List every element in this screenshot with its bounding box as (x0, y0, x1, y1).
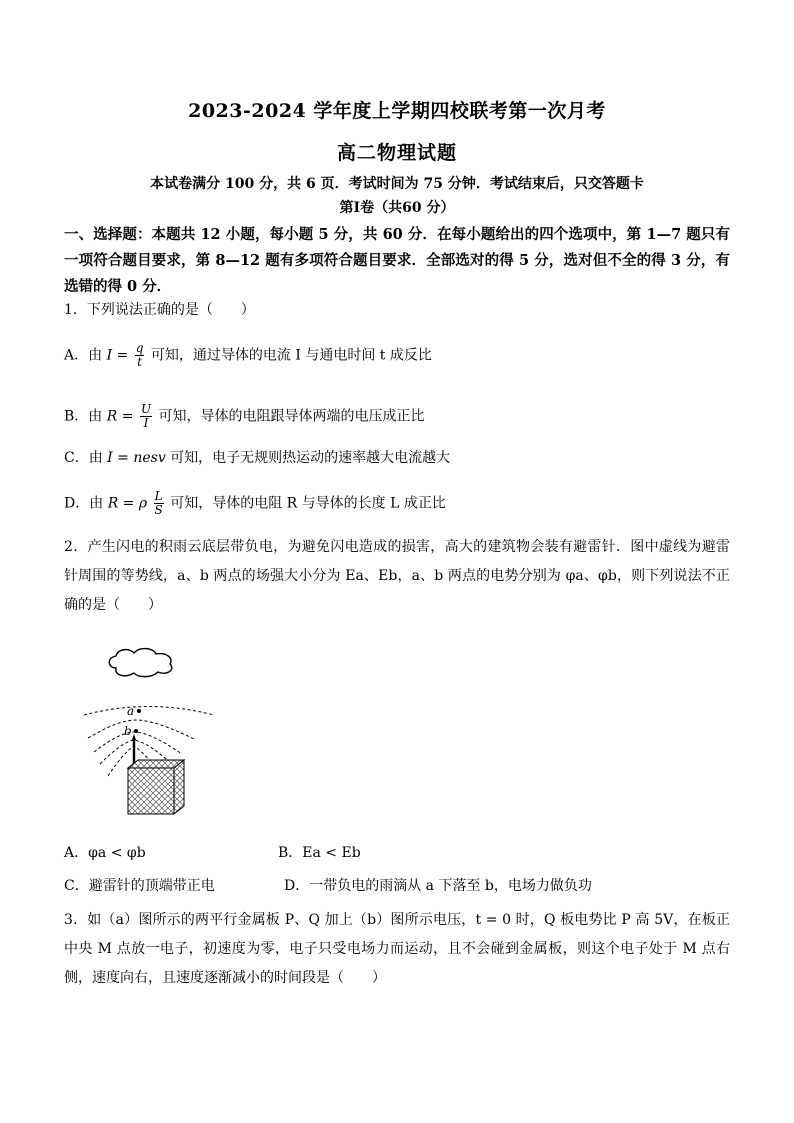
formula-lhs: I = (106, 347, 129, 364)
option-text: 可知，电子无规则热运动的速率越大电流越大 (170, 450, 451, 466)
formula: I = nesv (107, 450, 166, 466)
question-1-option-a (64, 342, 432, 369)
fraction-denominator: I (140, 416, 152, 430)
fraction-numerator: L (154, 489, 163, 503)
fraction-denominator: t (135, 355, 145, 369)
option-text: 可知，导体的电阻 R 与导体的长度 L 成正比 (170, 495, 446, 512)
formula-fraction (135, 342, 145, 369)
cloud-shape (109, 649, 172, 677)
option-prefix: A．由 (64, 347, 103, 364)
point-b (134, 729, 138, 733)
option-text: 可知，通过导体的电流 I 与通电时间 t 成反比 (150, 347, 432, 364)
formula-fraction (154, 490, 164, 517)
building-side (174, 760, 184, 814)
exam-notice: 本试卷满分 100 分，共 6 页．考试时间为 75 分钟．考试结束后，只交答题卡 (150, 176, 644, 192)
lightning-rod-figure (78, 640, 228, 830)
question-1-option-d (64, 490, 446, 517)
formula-lhs: R = ρ (107, 495, 148, 512)
part-heading: 第Ⅰ卷（共60 分） (339, 200, 455, 216)
point-a (137, 709, 141, 713)
fraction-numerator: q (135, 341, 144, 355)
point-b-label: b (124, 724, 132, 738)
question-2-option-b: B．Ea < Eb (278, 845, 361, 861)
question-2-option-a: A．φa < φb (64, 845, 146, 861)
question-1-option-b (64, 403, 425, 430)
question-1-option-c (64, 448, 450, 468)
question-3-stem: 3．如（a）图所示的两平行金属板 P、Q 加上（b）图所示电压，t = 0 时，Q 板电势比 P 高 5V，在板正中央 M 点放一电子，初速度为零，电子只受电场力而运动，且不会碰到金属板，则这个电子处于 M 点右侧，速度向右，且速度逐渐减小的时间段是（ ） (64, 912, 730, 986)
fraction-denominator: S (154, 503, 163, 517)
option-prefix: C．由 (64, 450, 103, 466)
formula-fraction (140, 403, 152, 430)
lightning-rod-diagram (78, 640, 228, 830)
question-2-stem: 2．产生闪电的积雨云底层带负电，为避免闪电造成的损害，高大的建筑物会装有避雷针．图中虚线为避雷针周围的等势线，a、b 两点的场强大小分为 Ea、Eb，a、b 两点的电势分别为 φa、φb，则下列说法不正确的是（ ） (64, 539, 730, 613)
point-a-label: a (127, 704, 135, 718)
formula-lhs: R = (106, 408, 134, 425)
option-prefix: D．由 (64, 495, 104, 512)
option-prefix: B．由 (64, 408, 103, 425)
exam-title: 2023-2024 学年度上学期四校联考第一次月考 (188, 100, 606, 122)
exam-subtitle: 高二物理试题 (336, 142, 457, 164)
option-text: 可知，导体的电阻跟导体两端的电压成正比 (158, 408, 425, 425)
question-1-stem: 1．下列说法正确的是（ ） (64, 302, 255, 318)
question-2-option-d: D．一带负电的雨滴从 a 下落至 b，电场力做负功 (284, 878, 592, 894)
section-instructions: 一、选择题：本题共 12 小题，每小题 5 分，共 60 分．在每小题给出的四个选项中，第 1—7 题只有一项符合题目要求，第 8—12 题有多项符合题目要求．全部选对的得 5 分，选对但不全的得 3 分，有选错的得 0 分． (64, 226, 730, 295)
fraction-numerator: U (140, 402, 152, 416)
question-2-option-c: C．避雷针的顶端带正电 (64, 878, 215, 894)
building-front (128, 768, 174, 814)
